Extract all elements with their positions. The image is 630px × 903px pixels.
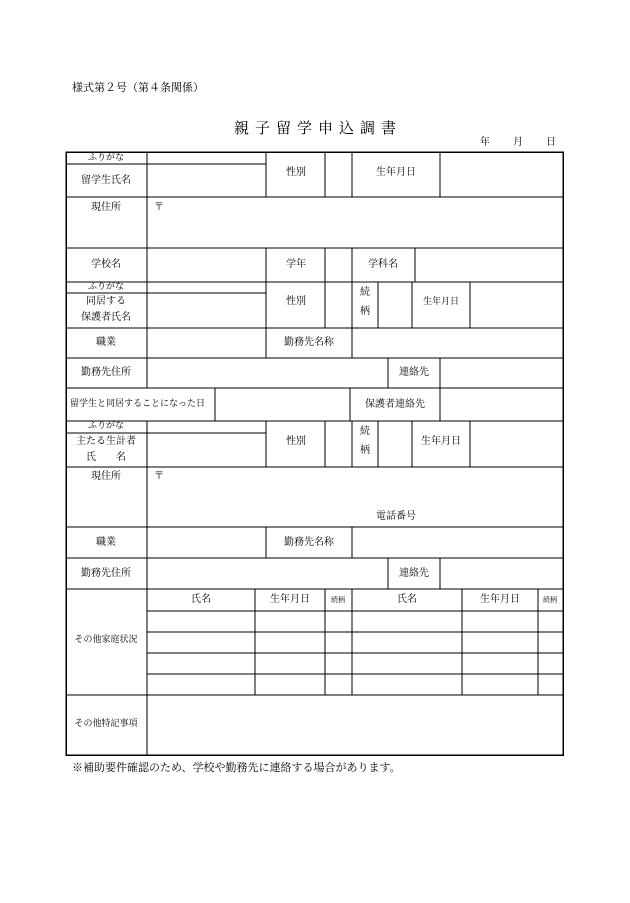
department-label: 学科名: [368, 259, 398, 270]
provider-furigana-label: ふりがな: [87, 421, 125, 431]
guardian-sex-label: 性別: [286, 296, 306, 307]
family-col-relation-1: 続柄: [331, 596, 345, 604]
guardian-contact-label: 連絡先: [399, 367, 429, 378]
guardian-birthdate-label: 生年月日: [422, 297, 460, 307]
family-col-birthdate-1: 生年月日: [270, 594, 310, 605]
student-sex-label: 性別: [286, 167, 306, 178]
grade-label: 学年: [286, 259, 306, 270]
guardian-employer-address-label: 勤務先住所: [81, 367, 131, 378]
guardian-contact-phone-label: 保護者連絡先: [365, 399, 425, 410]
provider-phone-label: 電話番号: [376, 511, 416, 522]
school-name-label: 学校名: [91, 259, 121, 270]
provider-name-label-line2: 氏 名: [86, 452, 126, 463]
family-col-name-2: 氏名: [397, 594, 417, 605]
guardian-job-label: 職業: [96, 337, 116, 348]
guardian-employer-label: 勤務先名称: [284, 337, 334, 348]
guardian-name-label-line1: 同居する: [86, 296, 126, 307]
provider-contact-label: 連絡先: [399, 568, 429, 579]
provider-relation-label-line1: 続: [360, 426, 370, 437]
provider-relation-label-line2: 柄: [360, 445, 370, 456]
remarks-label: その他特記事項: [74, 719, 138, 729]
student-address-label: 現住所: [91, 202, 121, 213]
family-col-relation-2: 続柄: [543, 596, 557, 604]
student-postal-mark: 〒: [154, 202, 164, 213]
family-col-name-1: 氏名: [191, 594, 211, 605]
provider-employer-label: 勤務先名称: [284, 537, 334, 548]
date-month-label: 月: [513, 137, 523, 148]
page-title: 親子留学申込調書: [233, 119, 403, 137]
date-day-label: 日: [546, 137, 556, 148]
provider-job-label: 職業: [96, 537, 116, 548]
provider-name-label-line1: 主たる生計者: [76, 436, 136, 447]
provider-sex-label: 性別: [286, 436, 306, 447]
guardian-relation-label-line1: 続: [360, 287, 370, 298]
guardian-relation-label-line2: 柄: [360, 306, 370, 317]
family-col-birthdate-2: 生年月日: [480, 594, 520, 605]
cohabit-date-label: 留学生と同居することになった日: [70, 399, 206, 409]
guardian-name-label-line2: 保護者氏名: [81, 312, 131, 323]
student-name-label: 留学生氏名: [81, 175, 131, 186]
student-furigana-label: ふりがな: [87, 153, 125, 163]
form-number: 様式第２号（第４条関係）: [72, 81, 204, 94]
footnote: ※補助要件確認のため、学校や勤務先に連絡する場合があります。: [72, 761, 401, 774]
student-birthdate-label: 生年月日: [376, 167, 416, 178]
date-year-label: 年: [480, 137, 490, 148]
provider-postal-mark: 〒: [154, 471, 164, 482]
provider-address-label: 現住所: [91, 471, 121, 482]
provider-birthdate-label: 生年月日: [421, 436, 461, 447]
guardian-furigana-label: ふりがな: [87, 282, 125, 292]
family-status-label: その他家庭状況: [74, 635, 138, 645]
provider-employer-address-label: 勤務先住所: [81, 568, 131, 579]
